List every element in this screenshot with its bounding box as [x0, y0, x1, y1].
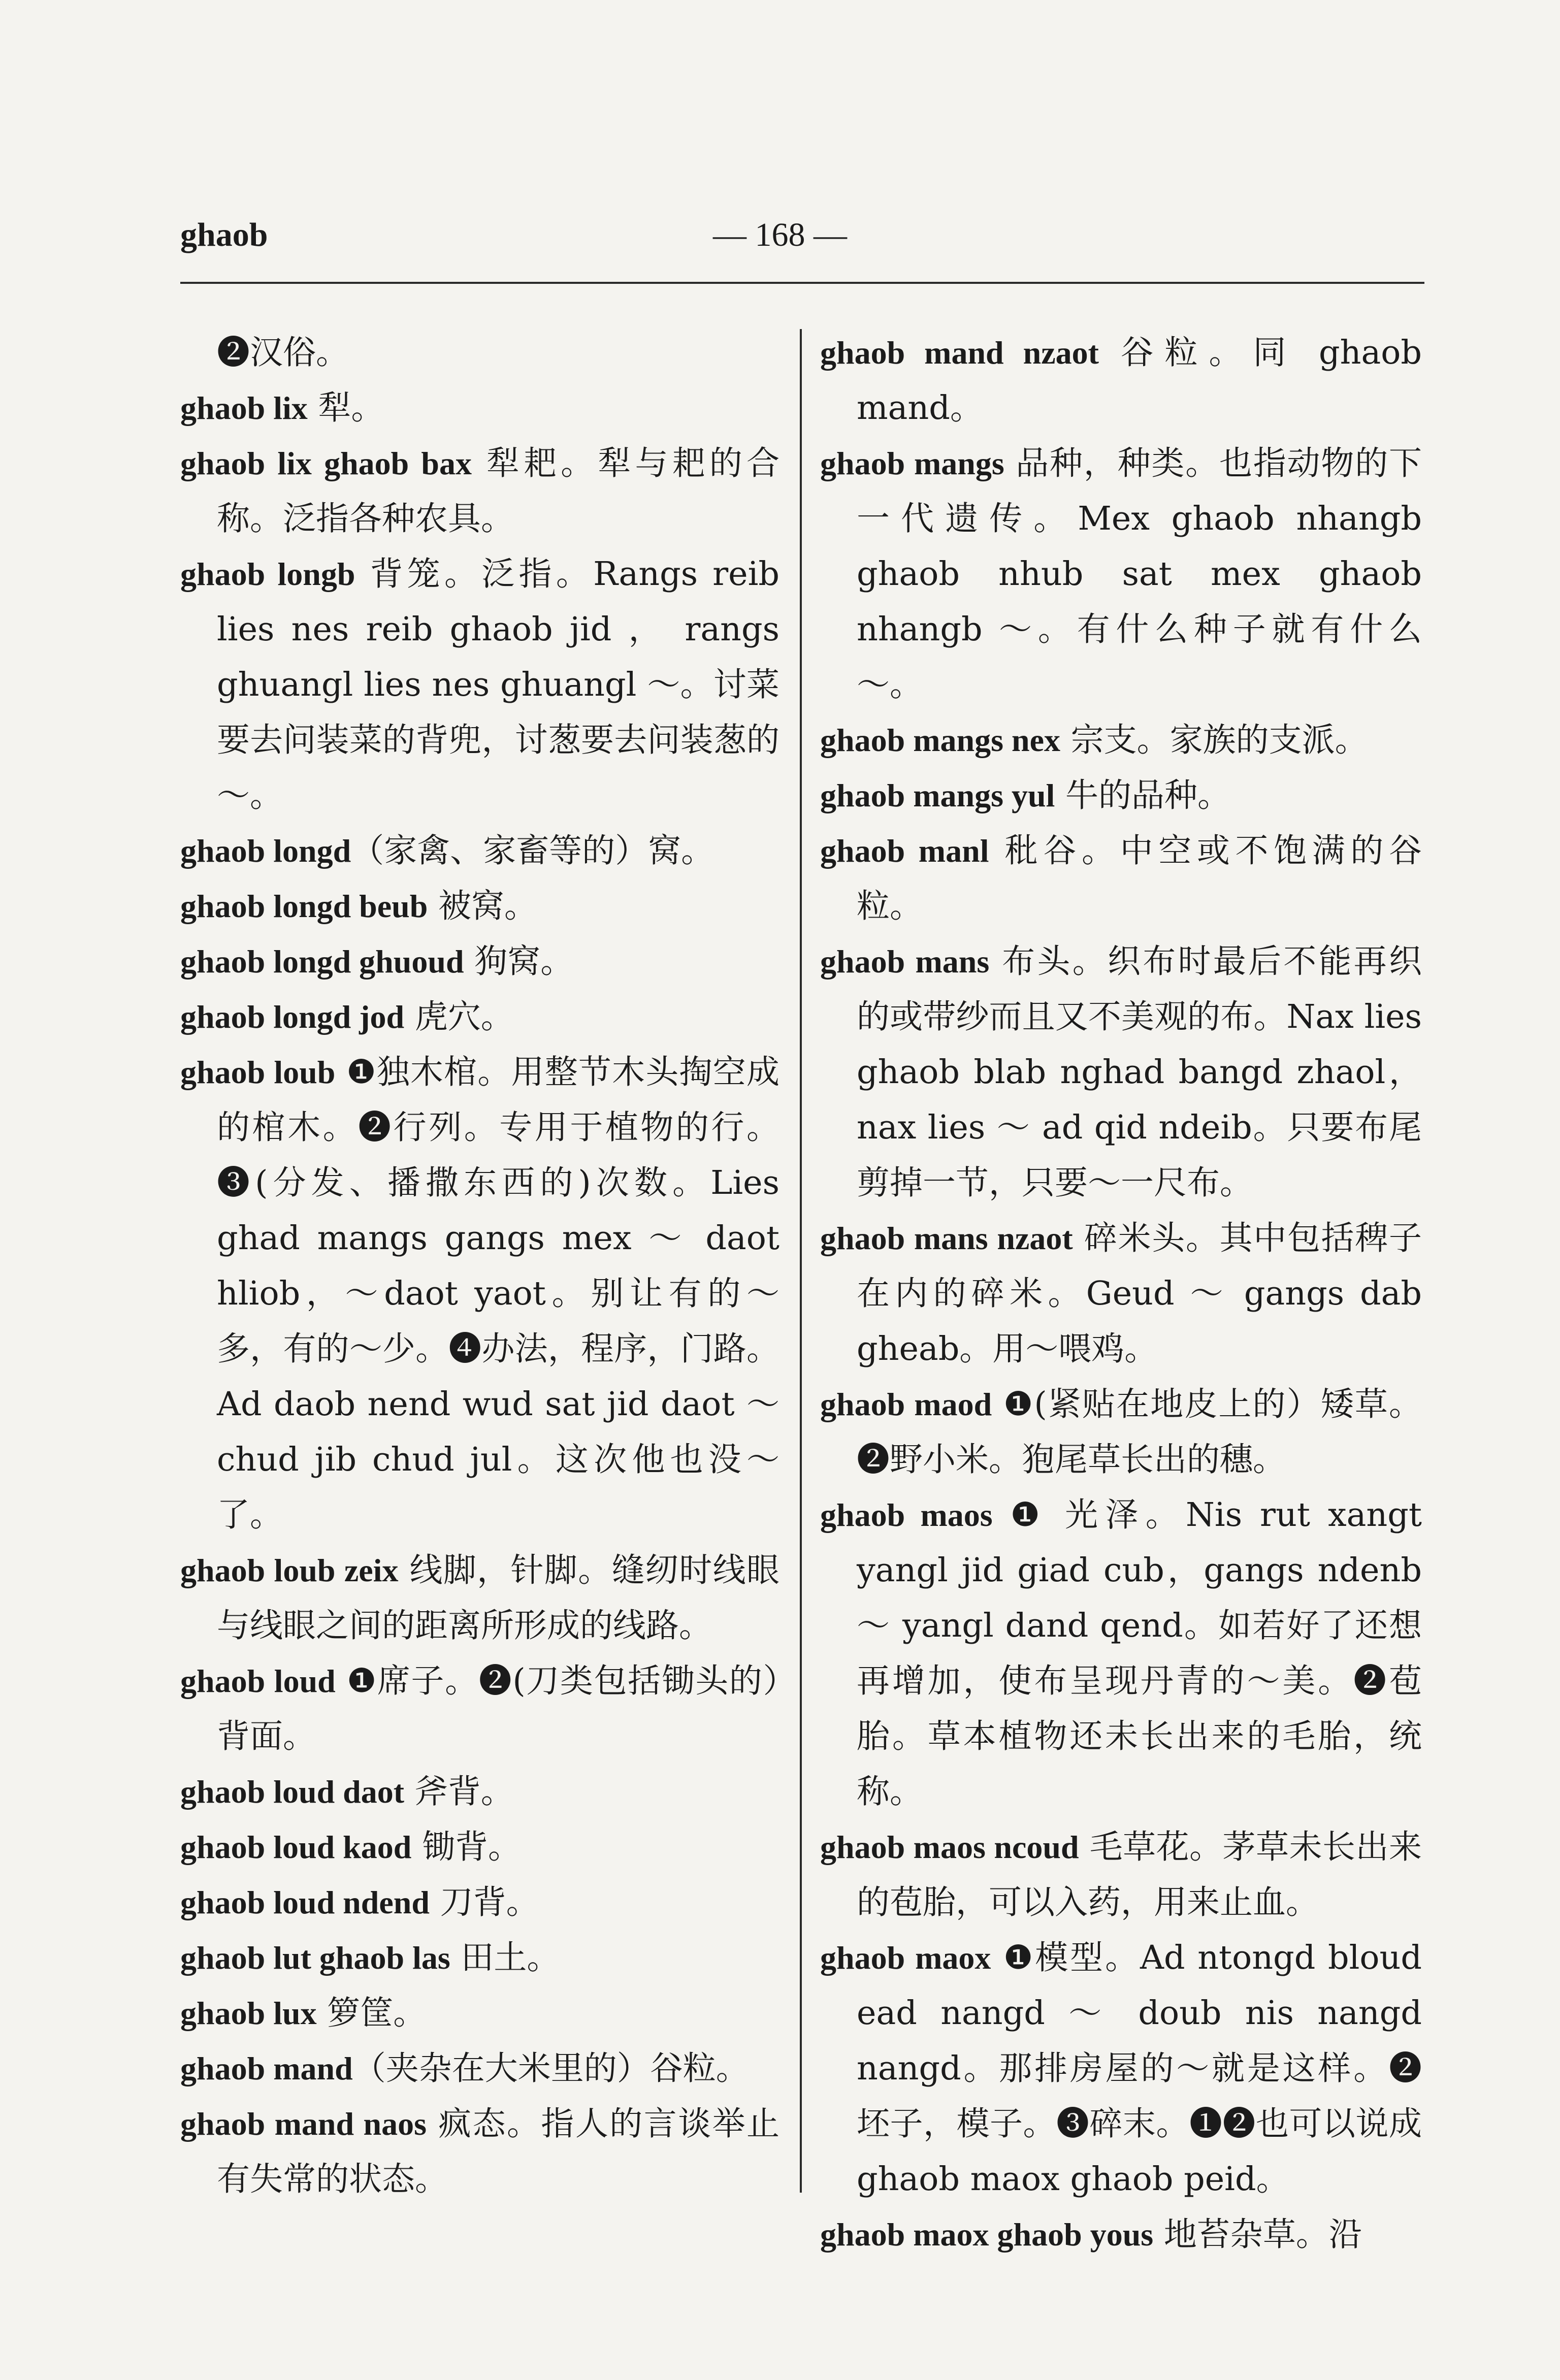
- dictionary-entry: [180, 1875, 779, 1930]
- dictionary-entry: [820, 1377, 1422, 1487]
- entry-headword: ghaob longd jod: [180, 999, 405, 1035]
- entry-headword: ghaob mangs nex: [820, 722, 1060, 758]
- dictionary-entry: [180, 878, 779, 934]
- dictionary-entry: [820, 325, 1422, 436]
- dictionary-entry: [180, 380, 779, 436]
- entry-headword: ghaob maos ncoud: [820, 1829, 1079, 1865]
- entry-definition: 犁耙。犁与耙的合称。泛指各种农具。: [217, 444, 780, 538]
- entry-definition: 秕谷。中空或不饱满的谷粒。: [857, 832, 1422, 925]
- entry-definition: 田土。: [450, 1939, 560, 1977]
- dictionary-entry: [820, 2207, 1422, 2262]
- dictionary-entry: [180, 1985, 779, 2041]
- entry-headword: ghaob lut ghaob las: [180, 1940, 450, 1976]
- entry-definition: 虎穴。: [404, 998, 514, 1036]
- dictionary-entry: [820, 768, 1422, 823]
- dictionary-entry: [180, 325, 779, 380]
- dictionary-entry: [180, 1045, 779, 1543]
- entry-definition: 牛的品种。: [1055, 776, 1231, 814]
- entry-definition: 刀背。: [429, 1883, 539, 1921]
- dictionary-entry: [180, 436, 779, 546]
- entry-headword: ghaob loud: [180, 1663, 336, 1699]
- dictionary-entry: [180, 1543, 779, 1653]
- entry-headword: ghaob maos: [820, 1497, 993, 1533]
- dictionary-entry: [820, 934, 1422, 1211]
- entry-definition: 线脚，针脚。缝纫时线眼与线眼之间的距离所形成的线路。: [217, 1551, 780, 1645]
- entry-definition: 狗窝。: [464, 942, 574, 981]
- entry-headword: ghaob mans nzaot: [820, 1220, 1073, 1256]
- guide-word: ghaob: [180, 216, 268, 253]
- dictionary-entry: [820, 1487, 1422, 1819]
- entry-definition: 布头。织布时最后不能再织的或带纱而且又不美观的布。Nax lies ghaob blab nghad bangd zhaol，nax lies ～ ad qid ndeib。只要布尾剪掉一节，只要～一尺布。: [857, 942, 1422, 1202]
- entry-headword: ghaob lix ghaob bax: [180, 445, 472, 481]
- entry-definition: ❶ 光泽。Nis rut xangt yangl jid giad cub，gangs ndenb ～ yangl dand qend。如若好了还想再增加，使布呈现丹青的～美。❷苞胎。草本植物还未长出来的毛胎，统称。: [857, 1496, 1422, 1811]
- entry-headword: ghaob loub: [180, 1054, 336, 1090]
- dictionary-entry: [180, 546, 779, 823]
- dictionary-entry: [820, 1211, 1422, 1377]
- entry-definition: 犁。: [307, 389, 384, 427]
- dictionary-entry: [180, 1819, 779, 1875]
- dictionary-entry: [180, 2041, 779, 2096]
- entry-headword: ghaob loud kaod: [180, 1829, 412, 1865]
- entry-definition: 斧背。: [404, 1773, 514, 1811]
- entry-headword: ghaob longd: [180, 833, 351, 869]
- header-rule: [180, 282, 1424, 284]
- entry-headword: ghaob mand: [180, 2050, 353, 2086]
- entry-headword: ghaob loud daot: [180, 1774, 405, 1810]
- entry-definition: 毛草花。茅草未长出来的苞胎，可以入药，用来止血。: [857, 1828, 1422, 1921]
- entry-definition: ❶(紧贴在地皮上的）矮草。❷野小米。狍尾草长出的穗。: [857, 1385, 1422, 1479]
- dictionary-entry: [180, 1930, 779, 1985]
- entry-definition: ❶独木棺。用整节木头掏空成的棺木。❷行列。专用于植物的行。❸(分发、播撒东西的)次数。Lies ghad mangs gangs mex ～ daot hliob，～daot yaot。别让有的～多，有的～少。❹办法，程序，门路。Ad daob nend wud sat jid daot ～ chud jib chud jul。这次他也没～了。: [217, 1053, 780, 1534]
- entry-headword: ghaob mangs: [820, 445, 1004, 481]
- dictionary-entry: [820, 1819, 1422, 1930]
- entry-definition: 背笼。泛指。Rangs reib lies nes reib ghaob jid ， rangs ghuangl lies nes ghuangl ～。讨菜要去问装菜的背兜，讨葱要去问装葱的～。: [217, 555, 780, 814]
- entry-headword: ghaob mand naos: [180, 2106, 427, 2142]
- dictionary-entry: [180, 1764, 779, 1819]
- entry-definition: 碎米头。其中包括稗子在内的碎米。Geud ～ gangs dab gheab。用～喂鸡。: [857, 1219, 1422, 1368]
- entry-definition: ❷汉俗。: [217, 334, 349, 372]
- entry-definition: 地苔杂草。沿: [1153, 2215, 1362, 2254]
- entry-headword: ghaob mangs yul: [820, 777, 1055, 813]
- dictionary-entry: [820, 823, 1422, 934]
- dictionary-entry: [180, 2096, 779, 2207]
- entry-definition: 品种，种类。也指动物的下一代遗传。Mex ghaob nhangb ghaob nhub sat mex ghaob nhangb ～。有什么种子就有什么～。: [857, 444, 1422, 704]
- entry-headword: ghaob lix: [180, 390, 308, 426]
- dictionary-entry: [180, 934, 779, 989]
- entry-definition: 宗支。家族的支派。: [1060, 721, 1368, 759]
- entry-definition: 疯态。指人的言谈举止有失常的状态。: [217, 2105, 779, 2198]
- right-column: [820, 325, 1422, 2262]
- entry-headword: ghaob longd ghuoud: [180, 943, 464, 980]
- entry-headword: ghaob mand nzaot: [820, 335, 1099, 371]
- entry-definition: （夹杂在大米里的）谷粒。: [352, 2049, 749, 2088]
- entry-headword: ghaob maox ghaob yous: [820, 2216, 1154, 2253]
- entry-headword: ghaob lux: [180, 1995, 317, 2031]
- page-number: — 168 —: [713, 216, 847, 253]
- dictionary-entry: [180, 823, 779, 878]
- entry-headword: ghaob loub zeix: [180, 1552, 399, 1588]
- entry-headword: ghaob longd beub: [180, 888, 428, 924]
- dictionary-entry: [820, 1930, 1422, 2207]
- entry-definition: 被窝。: [428, 887, 538, 925]
- column-divider: [800, 329, 802, 2193]
- entry-definition: 谷粒。同 ghaob mand。: [857, 334, 1422, 427]
- left-column: [180, 325, 779, 2207]
- entry-definition: （家禽、家畜等的）窝。: [351, 832, 714, 870]
- entry-headword: ghaob maox: [820, 1940, 991, 1976]
- entry-definition: ❶席子。❷(刀类包括锄头的）背面。: [217, 1662, 780, 1755]
- dictionary-entry: [820, 712, 1422, 768]
- dictionary-entry: [820, 436, 1422, 712]
- entry-definition: 箩筐。: [316, 1994, 427, 2032]
- entry-headword: ghaob maod: [820, 1386, 992, 1422]
- entry-headword: ghaob longb: [180, 556, 355, 592]
- entry-headword: ghaob mans: [820, 943, 990, 980]
- dictionary-entry: [180, 989, 779, 1045]
- entry-headword: ghaob loud ndend: [180, 1884, 430, 1920]
- dictionary-entry: [180, 1653, 779, 1764]
- entry-headword: ghaob manl: [820, 833, 989, 869]
- entry-definition: 锄背。: [411, 1828, 522, 1866]
- entry-definition: ❶模型。Ad ntongd bloud ead nangd ～ doub nis nangd nangd。那排房屋的～就是这样。❷坯子，模子。❸碎末。❶❷也可以说成 ghaob maox ghaob peid。: [857, 1939, 1422, 2198]
